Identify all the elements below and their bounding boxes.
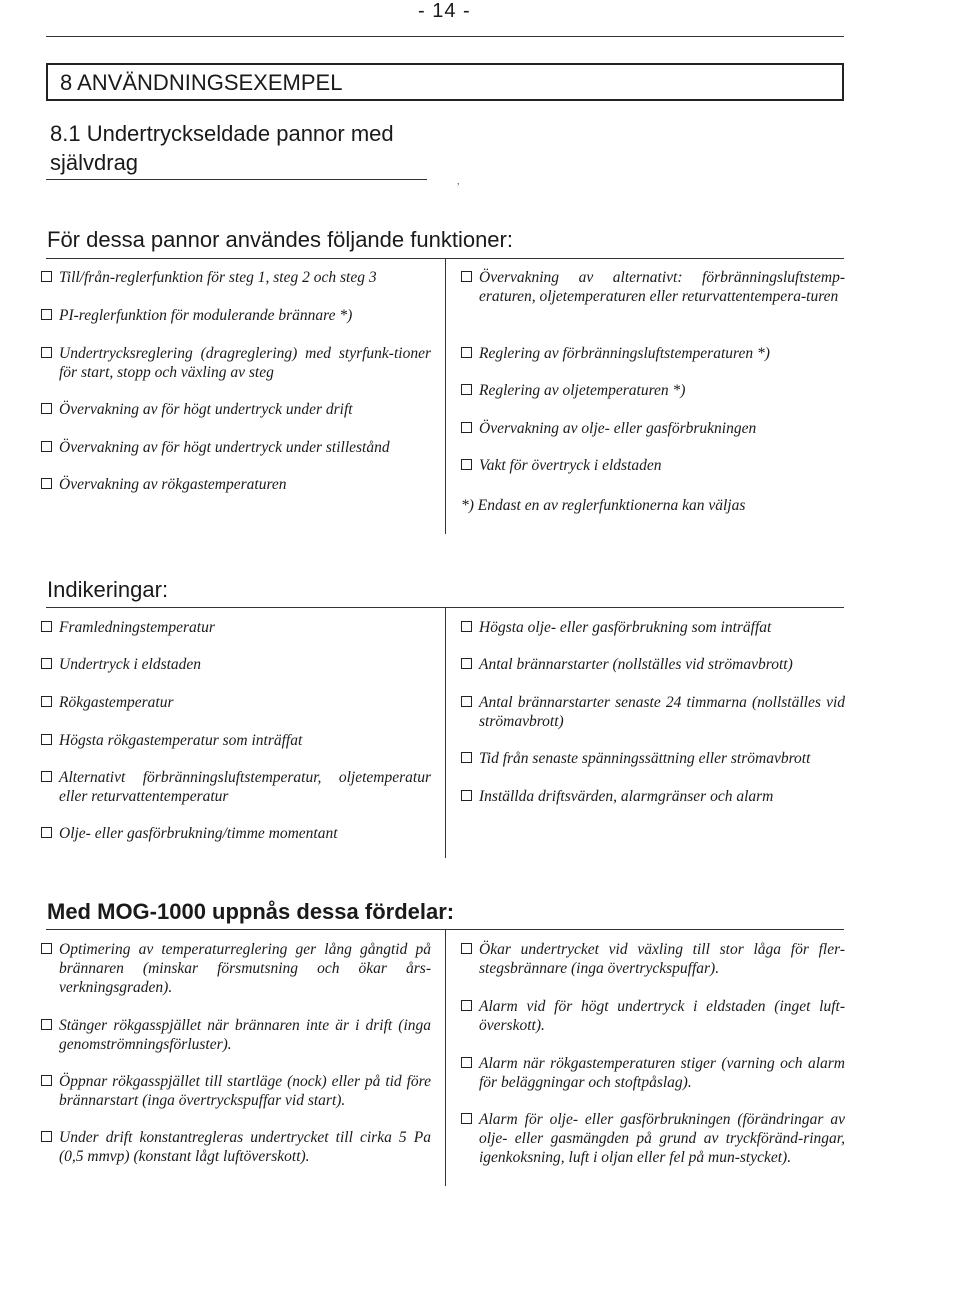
indication-item: Antal brännarstarter senaste 24 timmarna (nollställes vid strömavbrott) (461, 693, 845, 731)
function-item: Undertrycksreglering (dragreglering) med styrfunk-tioner för start, stopp och växling av steg (41, 344, 431, 382)
checkbox-icon (41, 621, 52, 632)
checkbox-icon (461, 696, 472, 707)
functions-note: *) Endast en av reglerfunktionerna kan väljas (461, 497, 746, 514)
checkbox-icon (461, 384, 472, 395)
function-item: Övervakning av alternativt: förbränningsluftstemp-eraturen, oljetemperaturen eller returvattentempera-turen (461, 268, 845, 306)
checkbox-icon (461, 1113, 472, 1124)
checkbox-icon (41, 734, 52, 745)
checkbox-icon (41, 827, 52, 838)
advantages-column-divider (445, 929, 446, 1186)
advantage-item: Alarm för olje- eller gasförbrukningen (förändringar av olje- eller gasmängden på grund av tryckföränd-ringar, igenkoksning, luft i oljan eller fel på mun-stycket). (461, 1110, 845, 1167)
indication-item: Antal brännarstarter (nollställes vid strömavbrott) (461, 655, 845, 674)
function-item: Övervakning av för högt undertryck under stillestånd (41, 438, 431, 457)
function-item: Reglering av förbränningsluftstemperaturen *) (461, 344, 845, 363)
functions-column-divider (445, 258, 446, 534)
checkbox-icon (41, 1075, 52, 1086)
function-item: Vakt för övertryck i eldstaden (461, 456, 845, 475)
function-item: Till/från-reglerfunktion för steg 1, steg 2 och steg 3 (41, 268, 431, 287)
checkbox-icon (461, 459, 472, 470)
indication-item: Undertryck i eldstaden (41, 655, 431, 674)
checkbox-icon (461, 752, 472, 763)
checkbox-icon (41, 943, 52, 954)
checkbox-icon (461, 1000, 472, 1011)
indication-item: Tid från senaste spänningssättning eller strömavbrott (461, 749, 845, 768)
advantage-item: Alarm vid för högt undertryck i eldstaden (inget luft-överskott). (461, 997, 845, 1035)
advantage-item: Öppnar rökgasspjället till startläge (nock) eller på tid före brännarstart (inga övertryckspuffar vid start). (41, 1072, 431, 1110)
chapter-box (46, 63, 844, 101)
checkbox-icon (461, 1057, 472, 1068)
section-rule (46, 179, 427, 180)
advantage-item: Alarm när rökgastemperaturen stiger (varning och alarm för beläggningar och stoftpåslag). (461, 1054, 845, 1092)
page-number: - 14 - (418, 0, 471, 22)
function-item: Övervakning av rökgastemperaturen (41, 475, 431, 494)
section-title: 8.1 Undertryckseldade pannor med självdrag (50, 121, 394, 175)
checkbox-icon (41, 441, 52, 452)
checkbox-icon (461, 422, 472, 433)
indication-item: Högsta rökgastemperatur som inträffat (41, 731, 431, 750)
checkbox-icon (41, 771, 52, 782)
indications-heading: Indikeringar: (47, 577, 169, 602)
advantage-item: Under drift konstantregleras undertrycket till cirka 5 Pa (0,5 mmvp) (konstant lågt luftöverskott). (41, 1128, 431, 1166)
advantage-item: Stänger rökgasspjället när brännaren inte är i drift (inga genomströmningsförluster). (41, 1016, 431, 1054)
top-rule (46, 36, 844, 37)
checkbox-icon (461, 271, 472, 282)
checkbox-icon (41, 403, 52, 414)
checkbox-icon (41, 478, 52, 489)
advantages-heading: Med MOG-1000 uppnås dessa fördelar: (47, 899, 455, 924)
indication-item: Inställda driftsvärden, alarmgränser och alarm (461, 787, 845, 806)
indication-item: Högsta olje- eller gasförbrukning som inträffat (461, 618, 845, 637)
checkbox-icon (41, 658, 52, 669)
checkbox-icon (461, 943, 472, 954)
advantage-item: Optimering av temperaturreglering ger lång gångtid på brännaren (minskar försmutsning och ökar års-verkningsgraden). (41, 940, 431, 997)
checkbox-icon (41, 1019, 52, 1030)
indication-item: Rökgastemperatur (41, 693, 431, 712)
function-item: Övervakning av olje- eller gasförbrukningen (461, 419, 845, 438)
indication-item: Olje- eller gasförbrukning/timme momentant (41, 824, 431, 843)
checkbox-icon (41, 1131, 52, 1142)
checkbox-icon (461, 658, 472, 669)
checkbox-icon (461, 621, 472, 632)
indication-item: Alternativt förbränningsluftstemperatur, oljetemperatur eller returvattentemperatur (41, 768, 431, 806)
advantage-item: Ökar undertrycket vid växling till stor låga för fler-stegsbrännare (inga övertryckspuffar). (461, 940, 845, 978)
indications-column-divider (445, 607, 446, 858)
function-item: PI-reglerfunktion för modulerande brännare *) (41, 306, 431, 325)
function-item: Övervakning av för högt undertryck under drift (41, 400, 431, 419)
function-item: Reglering av oljetemperaturen *) (461, 381, 845, 400)
functions-heading: För dessa pannor användes följande funktioner: (47, 227, 513, 252)
checkbox-icon (461, 790, 472, 801)
checkbox-icon (461, 347, 472, 358)
tick-mark: , (457, 176, 460, 187)
checkbox-icon (41, 309, 52, 320)
checkbox-icon (41, 696, 52, 707)
checkbox-icon (41, 347, 52, 358)
checkbox-icon (41, 271, 52, 282)
indication-item: Framledningstemperatur (41, 618, 431, 637)
chapter-title: 8 ANVÄNDNINGSEXEMPEL (60, 70, 343, 95)
